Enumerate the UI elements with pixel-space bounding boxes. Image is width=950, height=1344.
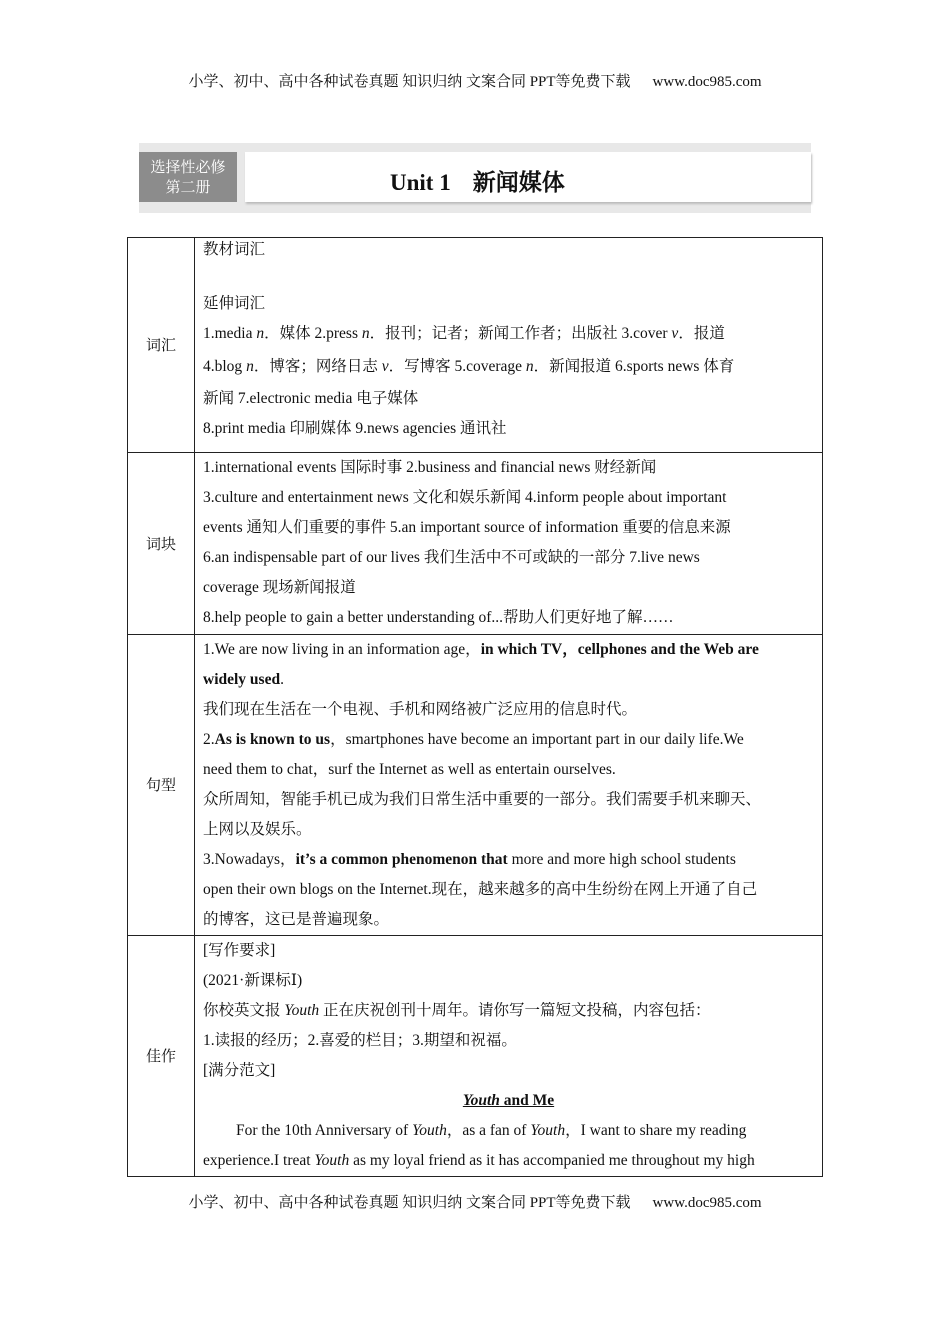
sentence-translation: 我们现在生活在一个电视、手机和网络被广泛应用的信息时代。 [203,701,638,718]
vocab-line: 新闻 7.electronic media 电子媒体 [203,390,419,407]
writing-content [195,936,823,1177]
page-header [0,70,950,91]
writing-requirement-heading: [写作要求] [203,942,276,959]
chunk-line: 1.international events 国际时事 2.business and financial news 财经新闻 [203,459,657,476]
banner-tag-line1: 选择性必修 [150,158,226,176]
page-footer [0,1191,950,1212]
header-text: 小学、初中、高中各种试卷真题 知识归纳 文案合同 PPT等免费下载 [188,74,631,90]
chunk-line: 3.culture and entertainment news 文化和娱乐新闻 4.inform people about important [203,489,727,506]
sentence-line: 1.We are now living in an information age，in which TV，cellphones and the Web are [203,641,759,658]
sentences-content [195,635,823,936]
textbook-vocab-heading: 教材词汇 [203,241,266,258]
row-label-chunks: 词块 [128,453,195,635]
sentence-translation: 的博客，这已是普遍现象。 [203,911,390,928]
table-row [128,635,823,936]
writing-task: 你校英文报 Youth 正在庆祝创刊十周年。请你写一篇短文投稿，内容包括： [203,1002,711,1019]
chunk-line: coverage 现场新闻报道 [203,579,356,596]
chunks-content [195,453,823,635]
vocab-line: 8.print media 印刷媒体 9.news agencies 通讯社 [203,420,507,437]
vocab-line: 4.blog n．博客；网络日志 v．写博客 5.coverage n．新闻报道 6.sports news 体育 [203,358,735,375]
sentence-translation: 上网以及娱乐。 [203,821,312,838]
writing-source: (2021·新课标Ⅰ) [203,972,303,989]
banner-tag [139,152,237,202]
chunk-line: events 通知人们重要的事件 5.an important source of information 重要的信息来源 [203,519,731,536]
essay-line: experience.I treat Youth as my loyal friend as it has accompanied me throughout my high [203,1152,755,1169]
sentence-line: widely used. [203,671,284,688]
sentence-line: 3.Nowadays，it’s a common phenomenon that more and more high school students [203,851,736,868]
chunk-line: 6.an indispensable part of our lives 我们生活中不可或缺的一部分 7.live news [203,549,700,566]
vocab-content [195,238,823,453]
row-label-vocab: 词汇 [128,238,195,453]
sentence-line: need them to chat，surf the Internet as well as entertain ourselves. [203,761,616,778]
writing-points: 1.读报的经历；2.喜爱的栏目；3.期望和祝福。 [203,1032,517,1049]
vocab-line: 1.media n．媒体 2.press n．报刊；记者；新闻工作者；出版社 3.cover v．报道 [203,325,725,342]
row-label-sentences: 句型 [128,635,195,936]
footer-url[interactable]: www.doc985.com [652,1195,762,1211]
table-row [128,238,823,453]
extended-vocab-heading: 延伸词汇 [203,295,266,312]
chunk-line: 8.help people to gain a better understanding of...帮助人们更好地了解…… [203,609,674,626]
essay-line: For the 10th Anniversary of Youth，as a fan of Youth，I want to share my reading [236,1122,747,1139]
sentence-line: open their own blogs on the Internet.现在，越来越多的高中生纷纷在网上开通了自己 [203,881,758,898]
table-row [128,453,823,635]
sentence-line: 2.As is known to us，smartphones have become an important part in our daily life.We [203,731,744,748]
unit-title: 新闻媒体 [472,170,565,196]
table-row [128,936,823,1177]
model-essay-heading: [满分范文] [203,1062,276,1079]
unit-number: Unit 1 [390,170,451,195]
footer-text: 小学、初中、高中各种试卷真题 知识归纳 文案合同 PPT等免费下载 [188,1195,631,1211]
banner-title [390,164,565,197]
sentence-translation: 众所周知，智能手机已成为我们日常生活中重要的一部分。我们需要手机来聊天、 [203,791,762,808]
header-url[interactable]: www.doc985.com [652,74,762,90]
banner-tag-line2: 第二册 [165,178,211,196]
essay-title: Youth and Me [462,1092,555,1109]
row-label-writing: 佳作 [128,936,195,1177]
summary-table [127,237,823,1177]
